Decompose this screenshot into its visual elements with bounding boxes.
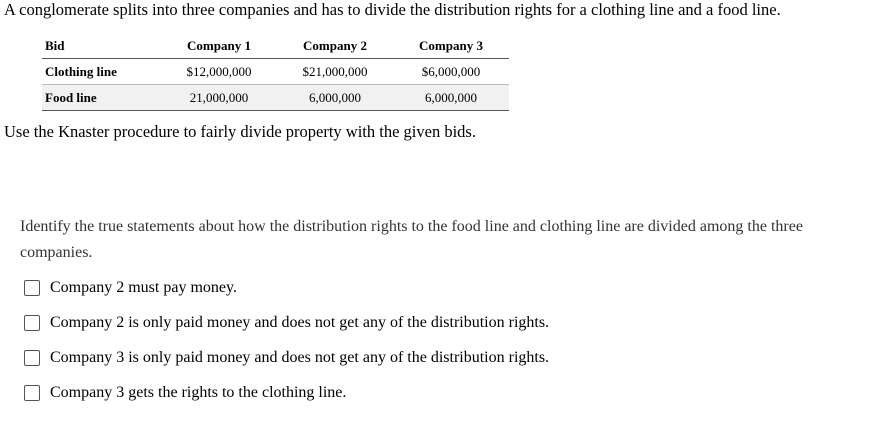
header-bid: Bid (42, 33, 161, 59)
header-company-2: Company 2 (277, 33, 393, 59)
cell-clothing-company-2: $21,000,000 (277, 59, 393, 85)
option-label: Company 3 gets the rights to the clothing line. (50, 384, 347, 401)
row-label-food: Food line (42, 85, 161, 111)
cell-clothing-company-3: $6,000,000 (393, 59, 509, 85)
cell-food-company-2: 6,000,000 (277, 85, 393, 111)
answer-options (24, 276, 549, 416)
option-label: Company 3 is only paid money and does not get any of the distribution rights. (50, 349, 550, 366)
cell-food-company-1: 21,000,000 (161, 85, 277, 111)
option-label: Company 2 must pay money. (50, 279, 237, 296)
instruction-text: Use the Knaster procedure to fairly divide property with the given bids. (4, 122, 476, 141)
checkbox-icon[interactable] (24, 350, 40, 366)
table-row-food (42, 85, 509, 111)
bids-table (42, 33, 509, 111)
row-label-clothing: Clothing line (42, 59, 161, 85)
header-company-1: Company 1 (161, 33, 277, 59)
option-2[interactable] (24, 311, 549, 335)
problem-intro: A conglomerate splits into three companies and has to divide the distribution rights for a clothing line and a food line. (4, 0, 781, 19)
checkbox-icon[interactable] (24, 280, 40, 296)
checkbox-icon[interactable] (24, 385, 40, 401)
question-prompt: Identify the true statements about how the distribution rights to the food line and clothing line are divided among the three companies. (20, 218, 803, 261)
cell-food-company-3: 6,000,000 (393, 85, 509, 111)
option-3[interactable] (24, 346, 549, 370)
option-label: Company 2 is only paid money and does not get any of the distribution rights. (50, 314, 550, 331)
table-row-clothing (42, 59, 509, 85)
cell-clothing-company-1: $12,000,000 (161, 59, 277, 85)
option-4[interactable] (24, 381, 549, 405)
option-1[interactable] (24, 276, 549, 300)
table-header-row (42, 33, 509, 59)
header-company-3: Company 3 (393, 33, 509, 59)
checkbox-icon[interactable] (24, 315, 40, 331)
